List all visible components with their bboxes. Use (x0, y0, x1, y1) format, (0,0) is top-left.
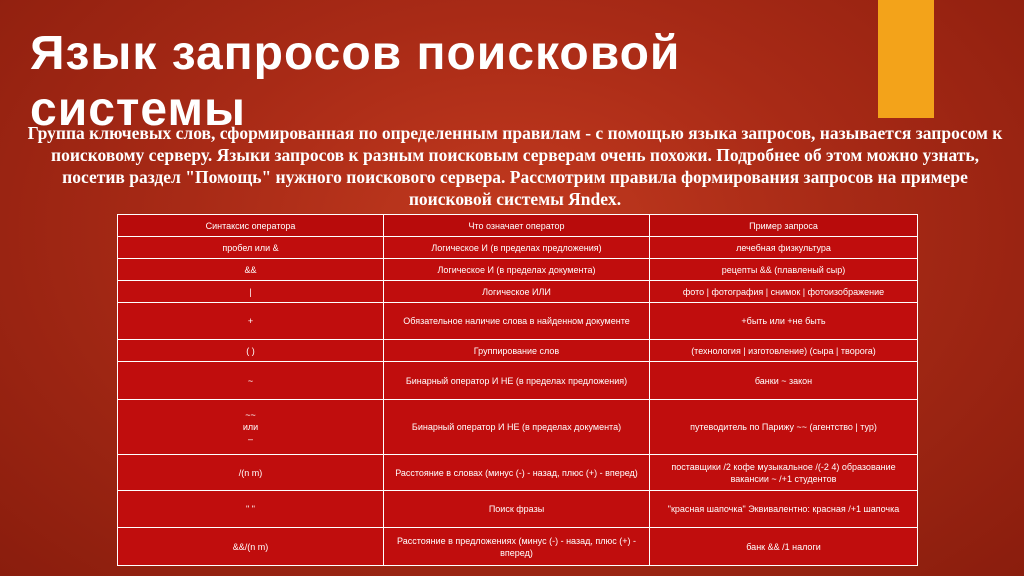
cell-example: фото | фотография | снимок | фотоизображение (650, 281, 918, 303)
cell-syntax: /(n m) (118, 455, 384, 491)
cell-example: банк && /1 налоги (650, 528, 918, 566)
cell-syntax: пробел или & (118, 237, 384, 259)
cell-syntax (118, 400, 384, 455)
syntax-line: или (242, 422, 259, 432)
cell-example: банки ~ закон (650, 362, 918, 400)
cell-example: поставщики /2 кофе музыкальное /(-2 4) образование вакансии ~ /+1 студентов (650, 455, 918, 491)
table-row (118, 362, 918, 400)
table-row (118, 400, 918, 455)
cell-syntax: + (118, 303, 384, 340)
cell-syntax: ~ (118, 362, 384, 400)
table-header-row (118, 215, 918, 237)
cell-meaning: Группирование слов (384, 340, 650, 362)
cell-syntax: && (118, 259, 384, 281)
column-header-meaning: Что означает оператор (384, 215, 650, 237)
cell-meaning: Расстояние в словах (минус (-) - назад, плюс (+) - вперед) (384, 455, 650, 491)
column-header-syntax: Синтаксис оператора (118, 215, 384, 237)
cell-syntax: " " (118, 491, 384, 528)
table-row (118, 340, 918, 362)
slide-title: Язык запросов поисковой системы (30, 27, 681, 136)
cell-example: рецепты && (плавленый сыр) (650, 259, 918, 281)
cell-example: +быть или +не быть (650, 303, 918, 340)
table-row (118, 528, 918, 566)
cell-meaning: Логическое И (в пределах документа) (384, 259, 650, 281)
column-header-example: Пример запроса (650, 215, 918, 237)
table-row (118, 303, 918, 340)
accent-bar (878, 0, 934, 118)
intro-paragraph: Группа ключевых слов, сформированная по определенным правилам - с помощью языка запросов, называется запросом к поисковому серверу. Языки запросов к разным поисковым серверам очень похожи. Подробнее об этом можно узнать, посетив раздел "Помощь" нужного поискового сервера. Рассмотрим правила формирования запросов на примере поисковой системы Яndex. (27, 123, 1003, 209)
operators-table (117, 214, 918, 566)
cell-meaning: Бинарный оператор И НЕ (в пределах документа) (384, 400, 650, 455)
cell-meaning: Бинарный оператор И НЕ (в пределах предложения) (384, 362, 650, 400)
table-row (118, 281, 918, 303)
cell-meaning: Поиск фразы (384, 491, 650, 528)
cell-meaning: Расстояние в предложениях (минус (-) - назад, плюс (+) - вперед) (384, 528, 650, 566)
cell-syntax: ( ) (118, 340, 384, 362)
table-row (118, 237, 918, 259)
cell-example: путеводитель по Парижу ~~ (агентство | тур) (650, 400, 918, 455)
cell-example: "красная шапочка" Эквивалентно: красная /+1 шапочка (650, 491, 918, 528)
table-row (118, 455, 918, 491)
cell-syntax: | (118, 281, 384, 303)
table-row (118, 491, 918, 528)
syntax-line: ~~ (245, 410, 256, 420)
cell-meaning: Логическое ИЛИ (384, 281, 650, 303)
cell-meaning: Логическое И (в пределах предложения) (384, 237, 650, 259)
cell-example: лечебная физкультура (650, 237, 918, 259)
syntax-line: – (247, 434, 253, 444)
cell-example: (технология | изготовление) (сыра | творога) (650, 340, 918, 362)
cell-syntax: &&/(n m) (118, 528, 384, 566)
cell-meaning: Обязательное наличие слова в найденном документе (384, 303, 650, 340)
table-row (118, 259, 918, 281)
